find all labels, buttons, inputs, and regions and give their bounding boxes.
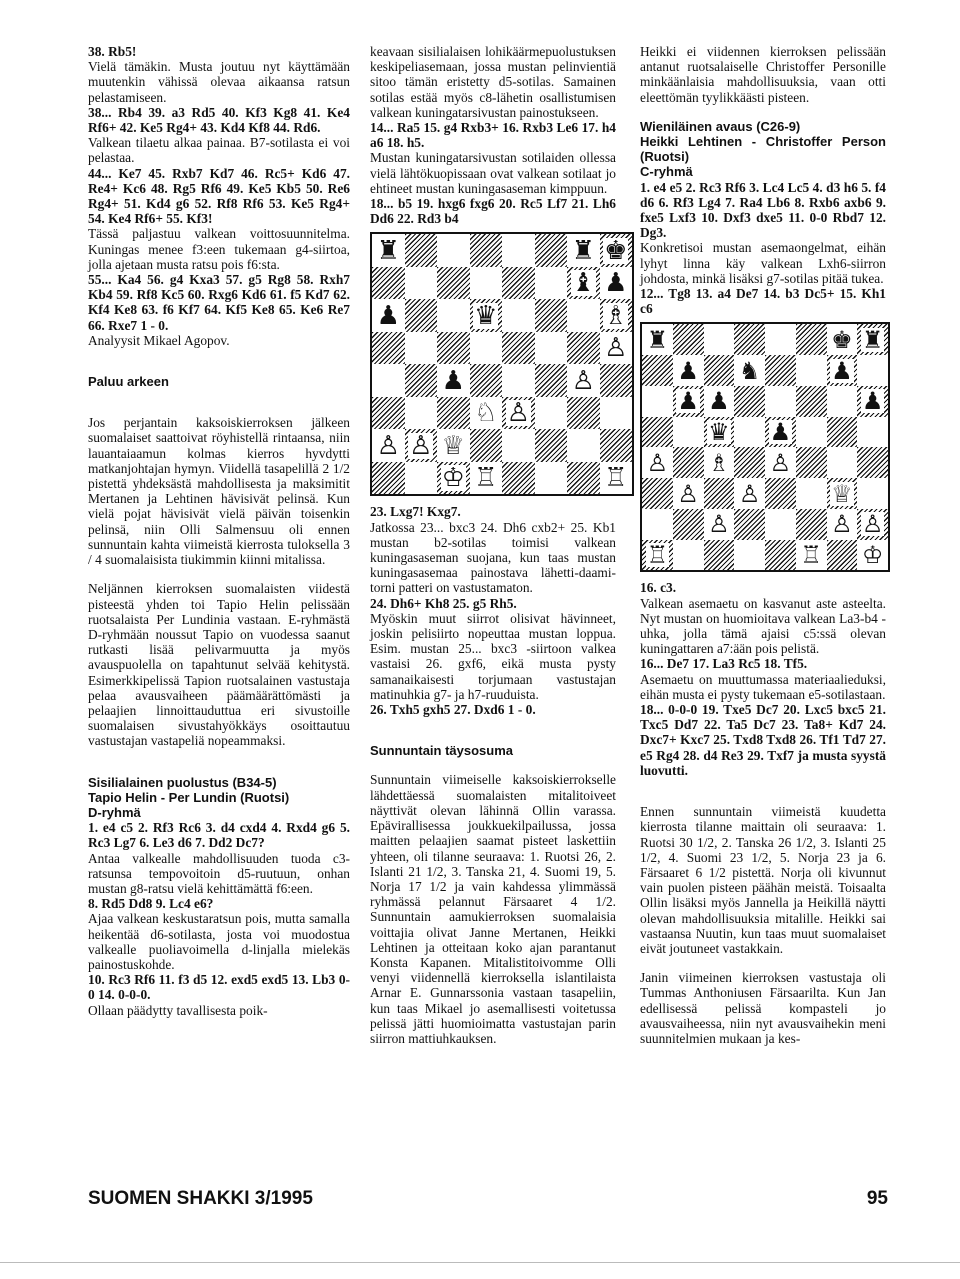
board-square xyxy=(437,299,470,332)
section-heading: Sisilialainen puolustus (B34-5) xyxy=(88,774,277,790)
board-square xyxy=(765,386,796,417)
chess-piece-icon: ♙ xyxy=(409,430,433,461)
board-square xyxy=(642,417,673,448)
board-square xyxy=(470,462,503,495)
board-square xyxy=(796,447,827,478)
paragraph: Konkretisoi mustan asemaongelmat, eihän lyhyt linna käy valkean Lxh6-siirron johdosta, minkä lisäksi g7-sotilas pitää tukea. xyxy=(640,240,886,286)
board-square xyxy=(600,364,633,397)
chess-piece-icon: ♟ xyxy=(708,387,730,416)
chess-piece-icon: ♚ xyxy=(604,235,628,266)
board-square xyxy=(600,332,633,365)
chess-piece-icon: ♕ xyxy=(831,479,853,508)
paragraph: Janin viimeinen kierroksen vastustaja oli Tummas Anthoniusen Färsaarilta. Kun Jan edellisessä pelissä kompasteli jo avausvaiheessa, niin nyt avausvaihekin meni suunnitelmien mukaan ja kes- xyxy=(640,970,886,1046)
board-square xyxy=(502,364,535,397)
board-square xyxy=(765,478,796,509)
chess-piece-icon: ♖ xyxy=(646,541,669,570)
board-square xyxy=(827,447,858,478)
section-heading: Wieniläinen avaus (C26-9) xyxy=(640,118,801,134)
move-notation: 8. Rd5 Dd8 9. Lc4 e6? xyxy=(88,896,214,912)
column-3-text-top xyxy=(640,44,886,316)
section-heading: Paluu arkeen xyxy=(88,374,169,390)
move-notation: 18... 0-0-0 19. Txe5 Dc7 20. Lxc5 bxc5 21. Txc5 Dd7 22. Ta5 Dc7 23. Ta8+ Kd7 24. Dxc7+ Kxc7 25. Txd8 Txd8 26. Tf1 Td7 27. e5 Rg4 28. d4 Re3 29. Txf7 ja musta syystä luovutti. xyxy=(640,702,886,778)
board-square xyxy=(642,447,673,478)
chess-piece-icon: ♗ xyxy=(604,300,628,331)
spacer xyxy=(88,749,350,775)
paragraph: Analyysit Mikael Agopov. xyxy=(88,332,230,348)
board-square xyxy=(535,332,568,365)
paragraph: Valkean tilaetu alkaa painaa. B7-sotilasta ei voi pelastaa. xyxy=(88,135,350,166)
board-square xyxy=(765,355,796,386)
bottom-rule xyxy=(0,1262,960,1263)
column-3 xyxy=(640,44,886,1046)
board-square xyxy=(535,397,568,430)
paragraph: Ollaan päädytty tavallisesta poik- xyxy=(88,1002,268,1018)
paragraph: Jatkossa 23... bxc3 24. Dh6 cxb2+ 25. Kb1 mustan b2-sotilas toimisi valkean kuningasaseman suojana, kun taas mustan kuningasasemaa painostava lähetti-daami-torni patteri on vastustamaton. xyxy=(370,519,616,596)
move-notation: 55... Ka4 56. g4 Kxa3 57. g5 Rg8 58. Rxh7 Kb4 59. Rf8 Kc5 60. Rxg6 Kd6 61. f5 Kd7 62. Kf4 Ke8 63. f6 Kf7 64. Kf5 Ke8 65. Ke6 Re7 66. Rxe7 1 - 0. xyxy=(88,272,350,333)
move-notation: 38... Rb4 39. a3 Rd5 40. Kf3 Kg8 41. Ke4 Rf6+ 42. Ke5 Rg4+ 43. Kd4 Kf8 44. Rd6. xyxy=(88,104,350,136)
board-square xyxy=(673,324,704,355)
board-square xyxy=(796,386,827,417)
board-square xyxy=(827,509,858,540)
board-square xyxy=(470,364,503,397)
board-square xyxy=(405,397,438,430)
board-square xyxy=(600,299,633,332)
paragraph: Mustan kuningatarsivustan sotilaiden ollessa vielä lähtökuopissaan ovat valkean sotilaat jo ehtineet mustan kuningasaseman kimppuun. xyxy=(370,150,616,196)
move-notation: 1. e4 e5 2. Rc3 Rf6 3. Lc4 Lc5 4. d3 h6 5. f4 d6 6. Rf3 Lg4 7. Ra4 Lb6 8. Rxb6 axb6 9. fxe5 Lxf3 10. Dxf3 dxe5 11. 0-0 Rbd7 12. Dg3. xyxy=(640,179,886,241)
board-square xyxy=(535,462,568,495)
move-notation: 12... Tg8 13. a4 De7 14. b3 Dc5+ 15. Kh1 c6 xyxy=(640,286,886,317)
board-square xyxy=(673,509,704,540)
board-square xyxy=(372,364,405,397)
board-square xyxy=(535,429,568,462)
paragraph: Ajaa valkean keskustaratsun pois, mutta samalla heikentää d6-sotilasta, josta voi muodostua valkealle puoliavoimella d-linjalla mielekäs painostuskohde. xyxy=(88,911,350,972)
board-square xyxy=(437,397,470,430)
paragraph: Tässä paljastuu valkean voittosuunnitelma. Kuningas menee f3:een tukemaan g4-siirtoa, jolla ajetaan musta ratsu pois f6:sta. xyxy=(88,226,350,272)
chess-piece-icon: ♞ xyxy=(738,356,761,385)
board-square xyxy=(734,355,765,386)
section-heading: C-ryhmä xyxy=(640,164,693,180)
column-2-text-bottom xyxy=(370,504,616,1046)
board-square xyxy=(734,417,765,448)
spacer xyxy=(370,758,616,772)
board-square xyxy=(796,417,827,448)
board-square xyxy=(437,234,470,267)
board-square xyxy=(673,386,704,417)
board-square xyxy=(673,447,704,478)
board-square xyxy=(372,332,405,365)
board-square xyxy=(470,267,503,300)
board-square xyxy=(857,386,888,417)
board-square xyxy=(734,447,765,478)
board-square xyxy=(765,447,796,478)
section-heading: Heikki Lehtinen - Christoffer Person (Ruotsi) xyxy=(640,134,886,165)
board-square xyxy=(704,386,735,417)
chess-piece-icon: ♘ xyxy=(474,398,498,429)
chess-piece-icon: ♔ xyxy=(441,463,465,494)
paragraph: Heikki ei viidennen kierroksen pelissään antanut ruotsalaiselle Christoffer Personille minkäänlaisia mahdollisuuksia, vaan otti eleettömän tyylikkäästi pisteen. xyxy=(640,44,886,105)
chess-piece-icon: ♖ xyxy=(800,541,822,570)
board-square xyxy=(734,540,765,571)
move-notation: 44... Ke7 45. Rxb7 Kd7 46. Rc5+ Kd6 47. Re4+ Kc6 48. Rg5 Rf6 49. Ke5 Kb5 50. Re6 Rg4+ 51. Kd4 g6 52. Rf8 Rf6 53. Ke5 Rg4+ 54. Ke4 Rf6+ 55. Kf3! xyxy=(88,165,350,227)
board-square xyxy=(765,417,796,448)
move-notation: 24. Dh6+ Kh8 25. g5 Rh5. xyxy=(370,595,517,611)
board-square xyxy=(704,447,735,478)
board-square xyxy=(372,234,405,267)
board-square xyxy=(535,364,568,397)
chess-diagram-2 xyxy=(640,322,890,572)
board-square xyxy=(502,299,535,332)
board-square xyxy=(827,478,858,509)
board-square xyxy=(765,324,796,355)
move-notation: 23. Lxg7! Kxg7. xyxy=(370,504,461,520)
board-square xyxy=(673,355,704,386)
chess-piece-icon: ♟ xyxy=(769,418,792,447)
board-square xyxy=(827,324,858,355)
paragraph: Valkean asemaetu on kasvanut aste asteelta. Nyt mustan on huomioitava valkean La3-b4 -uhka, jolla tämä ajaisi c5:ssä olevan kuningattaren a7:ään pois pelistä. xyxy=(640,595,886,657)
chess-piece-icon: ♕ xyxy=(441,430,465,461)
paragraph: Myöskin muut siirrot olisivat hävinneet, joskin pelisiirto nopeuttaa mustan loppua. Esim. mustan 25... bxc3 -siirtoon valkea vastaisi 26. gxf6, eikä musta pysty samanaikaisesti torjumaan vastustajan matinuhkia g7- ja h7-ruuduista. xyxy=(370,610,616,702)
chess-piece-icon: ♙ xyxy=(677,479,699,508)
chess-piece-icon: ♟ xyxy=(604,268,628,299)
column-2 xyxy=(370,44,628,1046)
chess-piece-icon: ♙ xyxy=(646,448,669,477)
chess-piece-icon: ♛ xyxy=(708,418,730,447)
board-square xyxy=(502,267,535,300)
board-square xyxy=(827,540,858,571)
board-square xyxy=(704,540,735,571)
chess-piece-icon: ♖ xyxy=(474,463,498,494)
chess-piece-icon: ♜ xyxy=(571,235,595,266)
spacer xyxy=(370,717,616,743)
chess-piece-icon: ♛ xyxy=(474,300,498,331)
board-square xyxy=(567,332,600,365)
board-square xyxy=(704,324,735,355)
move-notation: 38. Rb5! xyxy=(88,44,137,59)
board-square xyxy=(734,509,765,540)
page-footer xyxy=(88,1188,888,1210)
board-square xyxy=(567,462,600,495)
board-square xyxy=(857,540,888,571)
chess-piece-icon: ♔ xyxy=(861,541,884,570)
column-1 xyxy=(88,44,350,1018)
move-notation: 16. c3. xyxy=(640,580,677,596)
board-square xyxy=(567,364,600,397)
magazine-title: SUOMEN SHAKKI 3/1995 xyxy=(88,1188,313,1209)
chess-piece-icon: ♜ xyxy=(861,325,884,354)
board-square xyxy=(673,540,704,571)
section-heading: D-ryhmä xyxy=(88,804,141,820)
board-square xyxy=(372,299,405,332)
board-square xyxy=(796,540,827,571)
chess-piece-icon: ♟ xyxy=(677,387,699,416)
board-square xyxy=(704,478,735,509)
chess-piece-icon: ♚ xyxy=(831,325,853,354)
chess-piece-icon: ♙ xyxy=(604,333,628,364)
board-square xyxy=(535,299,568,332)
column-2-text-top xyxy=(370,44,616,226)
chess-piece-icon: ♙ xyxy=(831,510,853,539)
board-square xyxy=(704,355,735,386)
paragraph: Asemaetu on muuttumassa materiaalieduksi, eihän musta ei pysty tukemaan e5-sotilastaan. xyxy=(640,671,886,702)
board-square xyxy=(567,429,600,462)
board-square xyxy=(502,234,535,267)
board-square xyxy=(567,267,600,300)
board-square xyxy=(405,462,438,495)
chess-piece-icon: ♙ xyxy=(506,398,530,429)
chess-diagram-1 xyxy=(370,232,634,496)
board-square xyxy=(405,267,438,300)
paragraph: Neljännen kierroksen suomalaisten viidestä pisteestä yhden toi Tapio Helin pelissään ruotsalaista Per Lundinia vastaan. E-ryhmästä D-ryhmään noussut Tapio on vuodessa saanut rutkasti lisää pelivarmuutta ja myös avauspuolella on tapahtunut selvää kehitystä. Esimerkkipelissä Tapion ruotsalainen vastustaja pelaa avausvaiheen päämäärättömästi ja pelaajien linnoittauduttua eri sivustoille suomalaisen sivustahyökkäys osoittautuu vastustajan vastapeliä nopeammaksi. xyxy=(88,581,350,749)
chess-piece-icon: ♙ xyxy=(769,448,792,477)
spacer xyxy=(88,348,350,374)
board-square xyxy=(642,509,673,540)
board-square xyxy=(704,509,735,540)
chess-piece-icon: ♜ xyxy=(646,325,669,354)
board-square xyxy=(470,429,503,462)
board-square xyxy=(405,332,438,365)
section-heading: Sunnuntain täysosuma xyxy=(370,743,514,759)
board-square xyxy=(796,355,827,386)
column-3-text-bottom xyxy=(640,580,886,1046)
chess-piece-icon: ♗ xyxy=(708,448,730,477)
board-square xyxy=(405,364,438,397)
board-square xyxy=(673,478,704,509)
board-square xyxy=(372,429,405,462)
paragraph: Sunnuntain viimeiselle kaksoiskierrokselle lähdettäessä suomalaisten mitalitoiveet näyttivät olevan lähinnä Ollin varassa. Epävirallisessa joukkuekilpailussa, jossa maitten pelaajien saamat pisteet laskettiin yhteen, oli tilanne seuraava: 1. Ruotsi 26, 2. Islanti 21 1/2, 3. Tanska 21, 4. Suomi 19, 5. Norja 17 1/2 ja vain kahdessa ylimmässä ryhmässä pelannut Färsaaret 4 1/2. Sunnuntain aamukierroksen suomalaisia voittajia olivat Janne Mertanen, Heikki Lehtinen ja otteitaan koko ajan parantanut Konsta Kapanen. Mitalistitoivomme Olli venyi viidennellä kierroksella islantilaista Arnar E. Gunnarssonia vastaan tasapeliin, kun taas Mikael jo asemallisesti voitetussa pelissä jätti huomioimatta vastustajan parin siirron mattiuhkauksen. xyxy=(370,772,616,1046)
board-square xyxy=(437,429,470,462)
page-number: 95 xyxy=(866,1188,888,1209)
board-square xyxy=(796,478,827,509)
board-square xyxy=(600,267,633,300)
chess-piece-icon: ♜ xyxy=(376,235,400,266)
board-square xyxy=(600,429,633,462)
chess-piece-icon: ♙ xyxy=(738,479,761,508)
board-square xyxy=(734,478,765,509)
move-notation: 16... De7 17. La3 Rc5 18. Tf5. xyxy=(640,656,808,672)
board-square xyxy=(502,429,535,462)
chess-piece-icon: ♙ xyxy=(861,510,884,539)
board-square xyxy=(372,397,405,430)
board-square xyxy=(857,324,888,355)
board-square xyxy=(642,540,673,571)
board-square xyxy=(502,397,535,430)
board-square xyxy=(600,397,633,430)
board-square xyxy=(535,234,568,267)
board-square xyxy=(405,234,438,267)
chess-piece-icon: ♟ xyxy=(677,356,699,385)
chess-piece-icon: ♟ xyxy=(441,365,465,396)
board-square xyxy=(642,478,673,509)
board-square xyxy=(470,397,503,430)
board-square xyxy=(827,355,858,386)
board-square xyxy=(535,267,568,300)
board-square xyxy=(642,324,673,355)
move-notation: 14... Ra5 15. g4 Rxb3+ 16. Rxb3 Le6 17. h4 a6 18. h5. xyxy=(370,120,616,151)
chess-piece-icon: ♝ xyxy=(571,268,595,299)
board-square xyxy=(765,509,796,540)
move-notation: 26. Txh5 gxh5 27. Dxd6 1 - 0. xyxy=(370,702,536,718)
board-square xyxy=(857,447,888,478)
paragraph: keavaan sisilialaisen lohikäärmepuolustuksen keskipeliasemaan, jossa mustan pelinvientiä sitoo tämän eristetty d5-sotilas. Samainen sotilas estää myös c8-lähetin osallistumisen valkean kuningatarsivustan painostukseen. xyxy=(370,44,616,120)
board-square xyxy=(796,324,827,355)
board-square xyxy=(642,355,673,386)
spacer xyxy=(88,567,350,581)
board-square xyxy=(734,324,765,355)
chess-piece-icon: ♖ xyxy=(604,463,628,494)
board-square xyxy=(470,299,503,332)
board-square xyxy=(405,429,438,462)
chess-piece-icon: ♙ xyxy=(708,510,730,539)
board-square xyxy=(372,462,405,495)
board-square xyxy=(827,417,858,448)
board-square xyxy=(405,299,438,332)
board-square xyxy=(600,462,633,495)
board-square xyxy=(567,397,600,430)
board-square xyxy=(437,462,470,495)
paragraph: Antaa valkealle mahdollisuuden tuoda c3-ratsunsa tempovoitoin d5-ruutuun, onhan mustan g8-ratsu vielä kehittämättä f6:een. xyxy=(88,850,350,896)
board-square xyxy=(437,364,470,397)
board-square xyxy=(857,355,888,386)
board-square xyxy=(372,267,405,300)
board-square xyxy=(857,509,888,540)
chess-piece-icon: ♟ xyxy=(831,356,853,385)
spacer xyxy=(640,105,886,119)
board-square xyxy=(600,234,633,267)
paragraph: Ennen sunnuntain viimeistä kuudetta kierrosta tilanne maittain oli seuraava: 1. Ruotsi 30 1/2, 2. Tanska 26 1/2, 3. Islanti 25 1/2, 4. Suomi 23 1/2, 5. Norja 23 ja 6. Färsaaret 6 1/2 pistettä. Norja oli kivunnut vain puolen pisteen päähän meistä. Toisaalta Ollin lisäksi myös Jannella ja Heikillä näytti olevan mahdollisuuksia mitalille. Heikki sai vastaansa Nuutin, kun taas muut suomalaiset eivät joutuneet vastakkain. xyxy=(640,804,886,956)
move-notation: 1. e4 c5 2. Rf3 Rc6 3. d4 cxd4 4. Rxd4 g6 5. Rc3 Lg7 6. Le3 d6 7. Dd2 Dc7? xyxy=(88,820,350,851)
spacer xyxy=(640,956,886,970)
board-square xyxy=(827,386,858,417)
board-square xyxy=(857,417,888,448)
board-square xyxy=(734,386,765,417)
board-square xyxy=(502,462,535,495)
board-square xyxy=(470,234,503,267)
board-square xyxy=(437,267,470,300)
board-square xyxy=(567,299,600,332)
paragraph: Jos perjantain kaksoiskierroksen jälkeen suomalaiset saattoivat röyhistellä rintaansa, niin lauantaiaamun kolmas kierros hyvdytti matkanjohtajan hymyn. Viidellä tasapelillä 2 1/2 pistettä yhdeksästä mahdollisesta ja maksimitit Mertanen ja Lehtinen hävisivät pelinsä. Kun vielä pojat hävisivät vielä päivän toisenkin pelinsä, niin Olli Salmensuu oli ennen sunnuntain kahta viimeistä kierrosta tuloksella 3 / 4 suomalaisista tiukimmin kiinni mitalissa. xyxy=(88,415,350,568)
move-notation: 10. Rc3 Rf6 11. f3 d5 12. exd5 exd5 13. Lb3 0-0 14. 0-0-0. xyxy=(88,972,350,1003)
board-square xyxy=(567,234,600,267)
board-square xyxy=(765,540,796,571)
move-notation: 18... b5 19. hxg6 fxg6 20. Rc5 Lf7 21. Lh6 Dd6 22. Rd3 b4 xyxy=(370,196,616,227)
section-heading: Tapio Helin - Per Lundin (Ruotsi) xyxy=(88,789,290,805)
board-square xyxy=(796,509,827,540)
board-square xyxy=(857,478,888,509)
spacer xyxy=(640,778,886,804)
board-square xyxy=(704,417,735,448)
board-square xyxy=(502,332,535,365)
chess-piece-icon: ♙ xyxy=(571,365,595,396)
board-square xyxy=(642,386,673,417)
board-square xyxy=(470,332,503,365)
chess-piece-icon: ♟ xyxy=(376,300,400,331)
board-square xyxy=(437,332,470,365)
paragraph: Vielä tämäkin. Musta joutuu nyt käyttämään muutenkin vähissä olevaa aikaansa ratsun pelastamiseen. xyxy=(88,59,350,105)
board-square xyxy=(673,417,704,448)
chess-piece-icon: ♟ xyxy=(861,387,884,416)
spacer xyxy=(88,389,350,415)
chess-piece-icon: ♙ xyxy=(376,430,400,461)
